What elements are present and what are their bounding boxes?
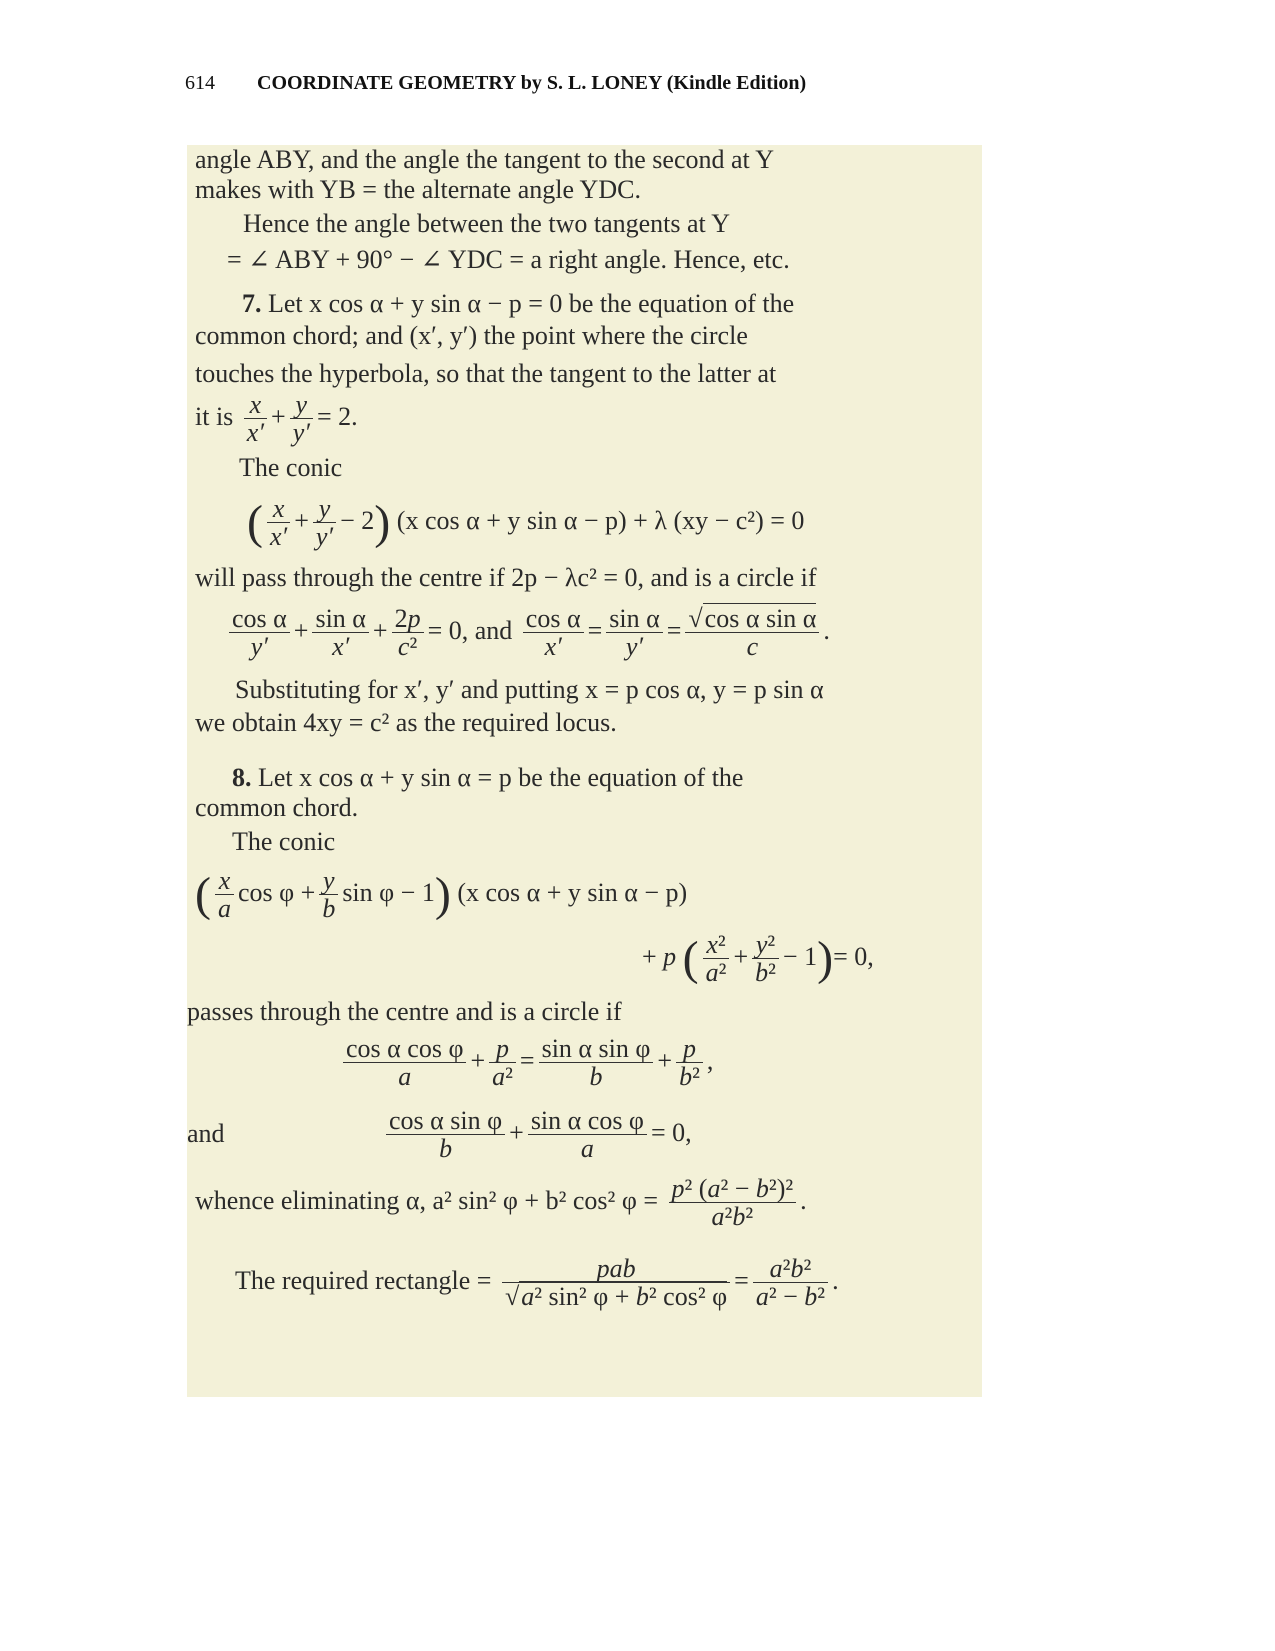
text-line-3: Hence the angle between the two tangents at Y (243, 209, 731, 238)
problem-7-number: 7. (242, 289, 262, 318)
problem-7-text: Let x cos α + y sin α − p = 0 be the equation of the (268, 289, 795, 318)
tangent-equation-label: it is (195, 401, 234, 431)
elimination-line: whence eliminating α, a² sin² φ + b² cos² φ = $\frac{\text{p² (a² − b²)²}}{\text{a²b²}}$ . (195, 1174, 807, 1232)
conic-equation-7: ( $\frac{x}{x'}$ + $\frac{y}{y'}$ − 2) (x cos α + y sin α − p) + λ (xy − c²) = 0 (247, 494, 805, 552)
problem-7-first-line (242, 289, 794, 319)
text-line-1: angle ABY, and the angle the tangent to the second at Y (195, 145, 775, 174)
book-title: COORDINATE GEOMETRY by S. L. LONEY (Kindle Edition) (257, 72, 807, 94)
problem-8-line-2: common chord. (195, 793, 359, 822)
problem-8-first-line (232, 763, 743, 793)
page-header (185, 72, 806, 95)
circle-condition-8a: $\frac{\text{cos α cos φ}}{a}$ + $\frac{p}{\text{a²}}$ = $\frac{\text{sin α sin φ}}{b}$ + $\frac{p}{\text{b²}}$ , (339, 1035, 713, 1091)
elimination-text: whence eliminating α, a² sin² φ + b² cos² φ = (195, 1185, 658, 1215)
conic-equation-8-line-1: ( $\frac{x}{a}$ cos φ + $\frac{y}{b}$ sin φ − 1) (x cos α + y sin α − p) (195, 866, 688, 924)
conic-label: The conic (239, 453, 343, 482)
text-line-4: = ∠ ABY + 90° − ∠ YDC = a right angle. Hence, etc. (227, 245, 790, 274)
problem-7-line-5: will pass through the centre if 2p − λc² = 0, and is a circle if (195, 563, 817, 592)
circle-condition-8b: $\frac{\text{cos α sin φ}}{b}$ + $\frac{\text{sin α cos φ}}{a}$ = 0, (382, 1107, 692, 1163)
conic-equation-8-line-2: + p ( $\frac{\text{x²}}{\text{a²}}$ + $\frac{\text{y²}}{\text{b²}}$ − 1)= 0, (642, 930, 874, 988)
circle-conditions-7: $\frac{\text{cos α}}{y'}$ + $\frac{\text{sin α}}{x'}$ + $\frac{2p}{\text{c²}}$ = 0, and $\frac{\text{cos α}}{x'}$ = $\frac{\text{sin α}}{y'}$ = $\frac{\text{√cos α sin α}}{c}$ . (225, 605, 830, 661)
conic-equation-7-rest: (x cos α + y sin α − p) + λ (xy − c²) = 0 (396, 505, 805, 535)
required-rectangle-line: The required rectangle = $\frac{\text{pab}}{\text{√a² sin² φ + b² cos² φ}}$ = $\frac{\text{a²b²}}{\text{a² − b²}}$ . (235, 1254, 839, 1312)
conic-equation-8-rest: (x cos α + y sin α − p) (457, 877, 688, 907)
text-line-2: makes with YB = the alternate angle YDC. (195, 175, 641, 204)
substitution-line-1: Substituting for x′, y′ and putting x = p cos α, y = p sin α (235, 675, 824, 704)
tangent-equation-line: it is $\frac{x}{x'}$ + $\frac{y}{y'}$ = 2. (195, 390, 358, 448)
problem-7-line-2: common chord; and (x′, y′) the point where the circle (195, 321, 748, 350)
scanned-page (187, 145, 982, 1397)
conic-label-2: The conic (232, 827, 336, 856)
fraction-x-over-xprime: $\frac{x}{x'}$ (244, 391, 267, 447)
tangent-equation-rhs: = 2. (316, 401, 358, 431)
fraction-y-over-yprime: $\frac{y}{y'}$ (290, 391, 313, 447)
and-label: and (187, 1119, 225, 1148)
problem-8-text: Let x cos α + y sin α = p be the equation of the (258, 763, 744, 792)
problem-8-number: 8. (232, 763, 252, 792)
page-number: 614 (185, 72, 215, 94)
conic-equation-8-tail: = 0, (833, 941, 874, 971)
circle-conditions-and: = 0, and (427, 615, 513, 645)
problem-7-line-3: touches the hyperbola, so that the tangent to the latter at (195, 359, 777, 388)
required-rectangle-text: The required rectangle = (235, 1265, 492, 1295)
substitution-line-2: we obtain 4xy = c² as the required locus. (195, 708, 617, 737)
problem-8-line-3: passes through the centre and is a circle if (187, 997, 622, 1026)
fraction-y-yprime: $\frac{y}{y'}$ (313, 495, 336, 551)
fraction-x-xprime: $\frac{x}{x'}$ (267, 495, 290, 551)
